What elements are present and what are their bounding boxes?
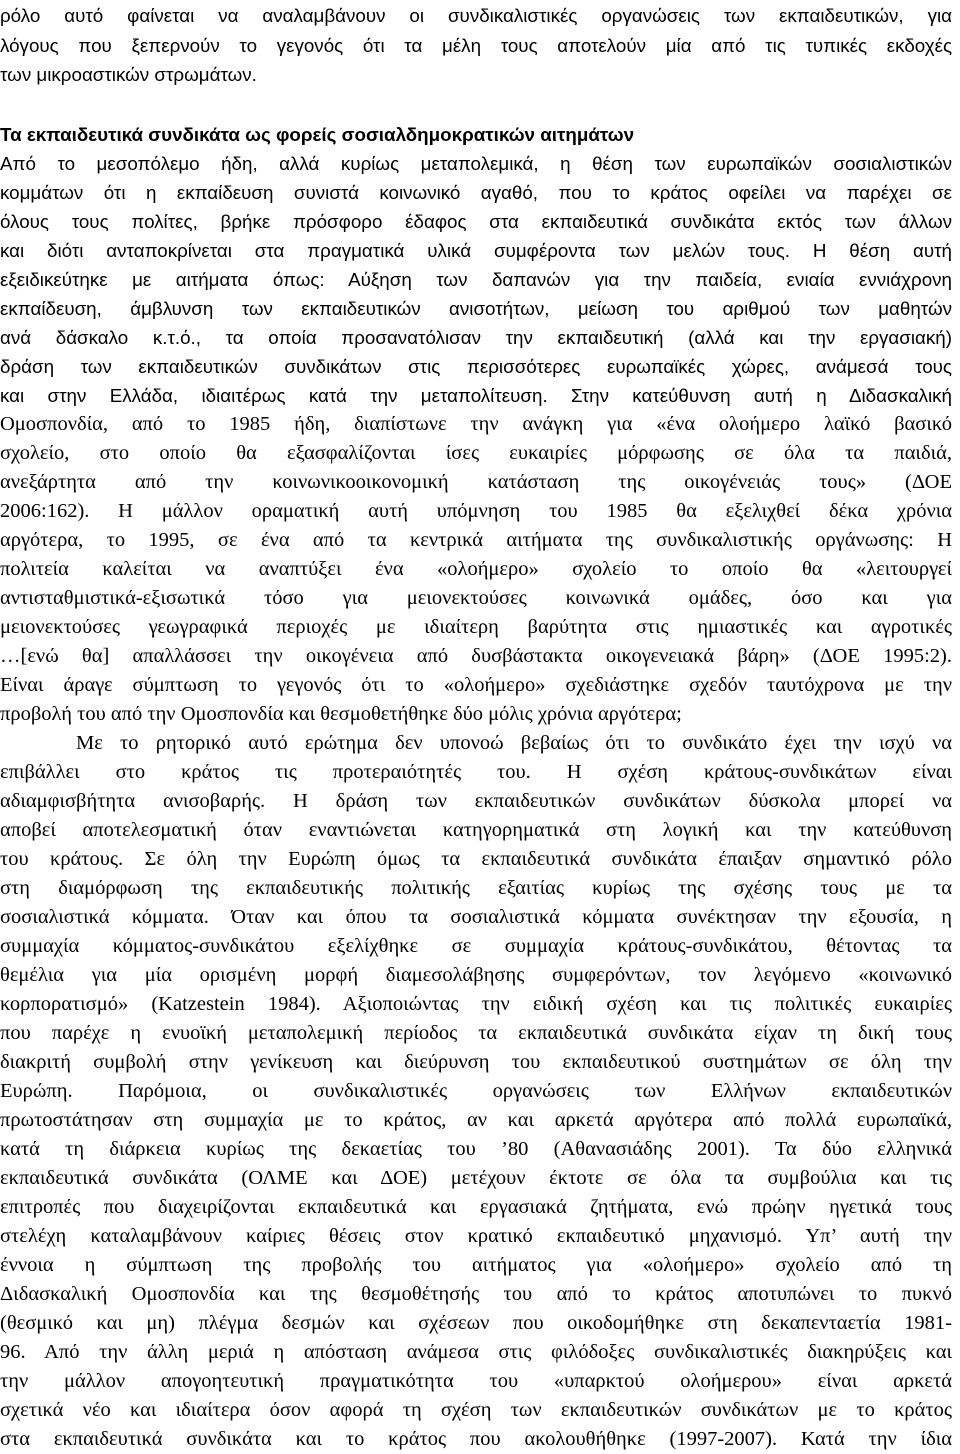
text-line: προβολή του από την Ομοσπονδία και θεσμοθετήθηκε δύο μόλις χρόνια αργότερα; — [0, 703, 682, 725]
text-line: Από το μεσοπόλεμο ήδη, αλλά κυρίως μεταπολεμικά, η θέση των ευρωπαϊκών σοσιαλιστικών — [0, 153, 952, 174]
text-line: επιτροπές που διαχειρίζονται εκπαιδευτικά και εργασιακά ζητήματα, ενώ πρώην ηγετικά τους — [0, 1196, 952, 1218]
text-line: θεμέλια για μία ορισμένη μορφή διαμεσολάβησης συμφερόντων, τον λεγόμενο «κοινωνικό — [0, 964, 952, 986]
text-line: αποβεί αποτελεσματική όταν εναντιώνεται κατηγορηματικά στη λογική και την κατεύθυνση — [0, 819, 952, 841]
text-line: των μικροαστικών στρωμάτων. — [0, 64, 257, 85]
text-line: Ομοσπονδία, από το 1985 ήδη, διαπίστωνε την ανάγκη για «ένα ολοήμερο λαϊκό βασικό — [0, 413, 952, 435]
text-line: εκπαίδευση, άμβλυνση των εκπαιδευτικών ανισοτήτων, μείωση του αριθμού των μαθητών — [0, 298, 952, 319]
text-line: που παρέχε η ενυοϊκή μεταπολεμική περίοδος τα εκπαιδευτικά συνδικάτα είχαν τη δική τους — [0, 1022, 952, 1044]
text-line: ανά δάσκαλο κ.τ.ό., τα οποία προσανατόλισαν την εκπαιδευτική (αλλά και την εργασιακή) — [0, 327, 952, 348]
text-line: έννοια η σύμπτωση της προβολής του αιτήματος για «ολοήμερο» σχολείο από τη — [0, 1254, 952, 1276]
paragraph-first-line: Με το ρητορικό αυτό ερώτημα δεν υπονοώ βεβαίως ότι το συνδικάτο έχει την ισχύ να — [76, 732, 952, 754]
text-line: σχολείο, στο οποίο θα εξασφαλίζονται ίσες ευκαιρίες μόρφωσης σε όλα τα παιδιά, — [0, 442, 952, 464]
text-line: εξειδικεύτηκε με αιτήματα όπως: Αύξηση των δαπανών για την παιδεία, ενιαία εννιάχρονη — [0, 269, 952, 290]
text-line: 96. Από την άλλη μεριά η απόσταση ανάμεσα στις φιλόδοξες συνδικαλιστικές διακηρύξεις και — [0, 1341, 952, 1363]
text-line: μειονεκτούσες γεωγραφικά περιοχές με ιδιαίτερη βαρύτητα στις ημιαστικές και αγροτικές — [0, 616, 952, 638]
text-line: πρωτοστάτησαν στη συμμαχία με το κράτος, αν και αρκετά αργότερα από πολλά ευρωπαϊκά, — [0, 1109, 952, 1131]
text-line: την μάλλον απογοητευτική πραγματικότητα του «υπαρκτού ολοήμερου» είναι αρκετά — [0, 1370, 952, 1392]
text-line: …[ενώ θα] απαλλάσσει την οικογένεια από δυσβάστακτα οικογενειακά βάρη» (ΔΟΕ 1995:2). — [0, 645, 952, 667]
text-line: σοσιαλιστικά κόμματα. Όταν και όπου τα σοσιαλιστικά κόμματα συνέκτησαν την εξουσία, η — [0, 906, 952, 928]
text-line: Ευρώπη. Παρόμοια, οι συνδικαλιστικές οργανώσεις των Ελλήνων εκπαιδευτικών — [0, 1080, 952, 1102]
text-line: εκπαιδευτικά συνδικάτα (ΟΛΜΕ και ΔΟΕ) μετέχουν έκτοτε σε όλα τα συμβούλια και τις — [0, 1167, 952, 1189]
text-line: πολιτεία καλείται να αναπτύξει ένα «ολοήμερο» σχολείο το οποίο θα «λειτουργεί — [0, 558, 952, 580]
text-line: 2006:162). Η μάλλον οραματική αυτή υπόμνηση του 1985 θα εξελιχθεί δέκα χρόνια — [0, 500, 952, 522]
text-line: του κράτους. Σε όλη την Ευρώπη όμως τα εκπαιδευτικά συνδικάτα έπαιξαν σημαντικό ρόλο — [0, 848, 952, 870]
text-line: και διότι ανταποκρίνεται στα πραγματικά υλικά συμφέροντα των μελών τους. Η θέση αυτή — [0, 240, 952, 261]
text-line: ρόλο αυτό φαίνεται να αναλαμβάνουν οι συνδικαλιστικές οργανώσεις των εκπαιδευτικών, για — [0, 5, 952, 26]
text-line: κατά τη διάρκεια κυρίως της δεκαετίας του ’80 (Αθανασιάδης 2001). Τα δύο ελληνικά — [0, 1138, 952, 1160]
text-line: αντισταθμιστικά-εξισωτικά τόσο για μειονεκτούσες κοινωνικά ομάδες, όσο και για — [0, 587, 952, 609]
text-line: κομμάτων ότι η εκπαίδευση συνιστά κοινωνικό αγαθό, που το κράτος οφείλει να παρέχει σε — [0, 182, 952, 203]
text-line: αδιαμφισβήτητα ανισοβαρής. Η δράση των εκπαιδευτικών συνδικάτων δύσκολα μπορεί να — [0, 790, 952, 812]
text-line: δράση των εκπαιδευτικών συνδικάτων στις περισσότερες ευρωπαϊκές χώρες, ανάμεσά τους — [0, 356, 952, 377]
text-line: (θεσμικό και μη) πλέγμα δεσμών και σχέσεων που οικοδομήθηκε στη δεκαπενταετία 1981- — [0, 1312, 952, 1334]
text-line: συμμαχία κόμματος-συνδικάτου εξελίχθηκε σε συμμαχία κράτους-συνδικάτου, θέτοντας τα — [0, 935, 952, 957]
text-line: λόγους που ξεπερνούν το γεγονός ότι τα μέλη τους αποτελούν μία από τις τυπικές εκδοχές — [0, 35, 952, 56]
text-line: ανεξάρτητα από την κοινωνικοοικονομική κατάσταση της οικογένειάς τους» (ΔΟΕ — [0, 471, 952, 493]
text-line: σχετικά νέο και ιδιαίτερα όσον αφορά τη σχέση των εκπαιδευτικών συνδικάτων με το κράτος — [0, 1399, 952, 1421]
text-line: Διδασκαλική Ομοσπονδία και της θεσμοθέτησής του από το κράτος αποτυπώνει το πυκνό — [0, 1283, 952, 1305]
text-line: διακριτή συμβολή στην γενίκευση και διεύρυνση του εκπαιδευτικού συστημάτων σε όλη την — [0, 1051, 952, 1073]
text-line: στη διαμόρφωση της εκπαιδευτικής πολιτικής εξαιτίας κυρίως της σχέσης τους με τα — [0, 877, 952, 899]
text-line: όλους τους πολίτες, βρήκε πρόσφορο έδαφος στα εκπαιδευτικά συνδικάτα εκτός των άλλων — [0, 211, 952, 232]
text-line: κορπορατισμό» (Katzestein 1984). Αξιοποιώντας την ειδική σχέση και τις πολιτικές ευκαιρίες — [0, 993, 952, 1015]
text-line: Είναι άραγε σύμπτωση το γεγονός ότι το «ολοήμερο» σχεδιάστηκε σχεδόν ταυτόχρονα με την — [0, 674, 952, 696]
text-line: στελέχη καταλαμβάνουν καίριες θέσεις στον κρατικό εκπαιδευτικό μηχανισμό. Υπ’ αυτή την — [0, 1225, 952, 1247]
text-line: αργότερα, το 1995, σε ένα από τα κεντρικά αιτήματα της συνδικαλιστικής οργάνωσης: Η — [0, 529, 952, 551]
text-line: επιβάλλει στο κράτος τις προτεραιότητές του. Η σχέση κράτους-συνδικάτων είναι — [0, 761, 952, 783]
text-line: στα εκπαιδευτικά συνδικάτα και το κράτος που ακολουθήθηκε (1997-2007). Κατά την ίδια — [0, 1428, 952, 1450]
section-heading: Τα εκπαιδευτικά συνδικάτα ως φορείς σοσιαλδημοκρατικών αιτημάτων — [0, 124, 635, 145]
text-line: και στην Ελλάδα, ιδιαιτέρως κατά την μεταπολίτευση. Στην κατεύθυνση αυτή η Διδασκαλική — [0, 385, 952, 406]
